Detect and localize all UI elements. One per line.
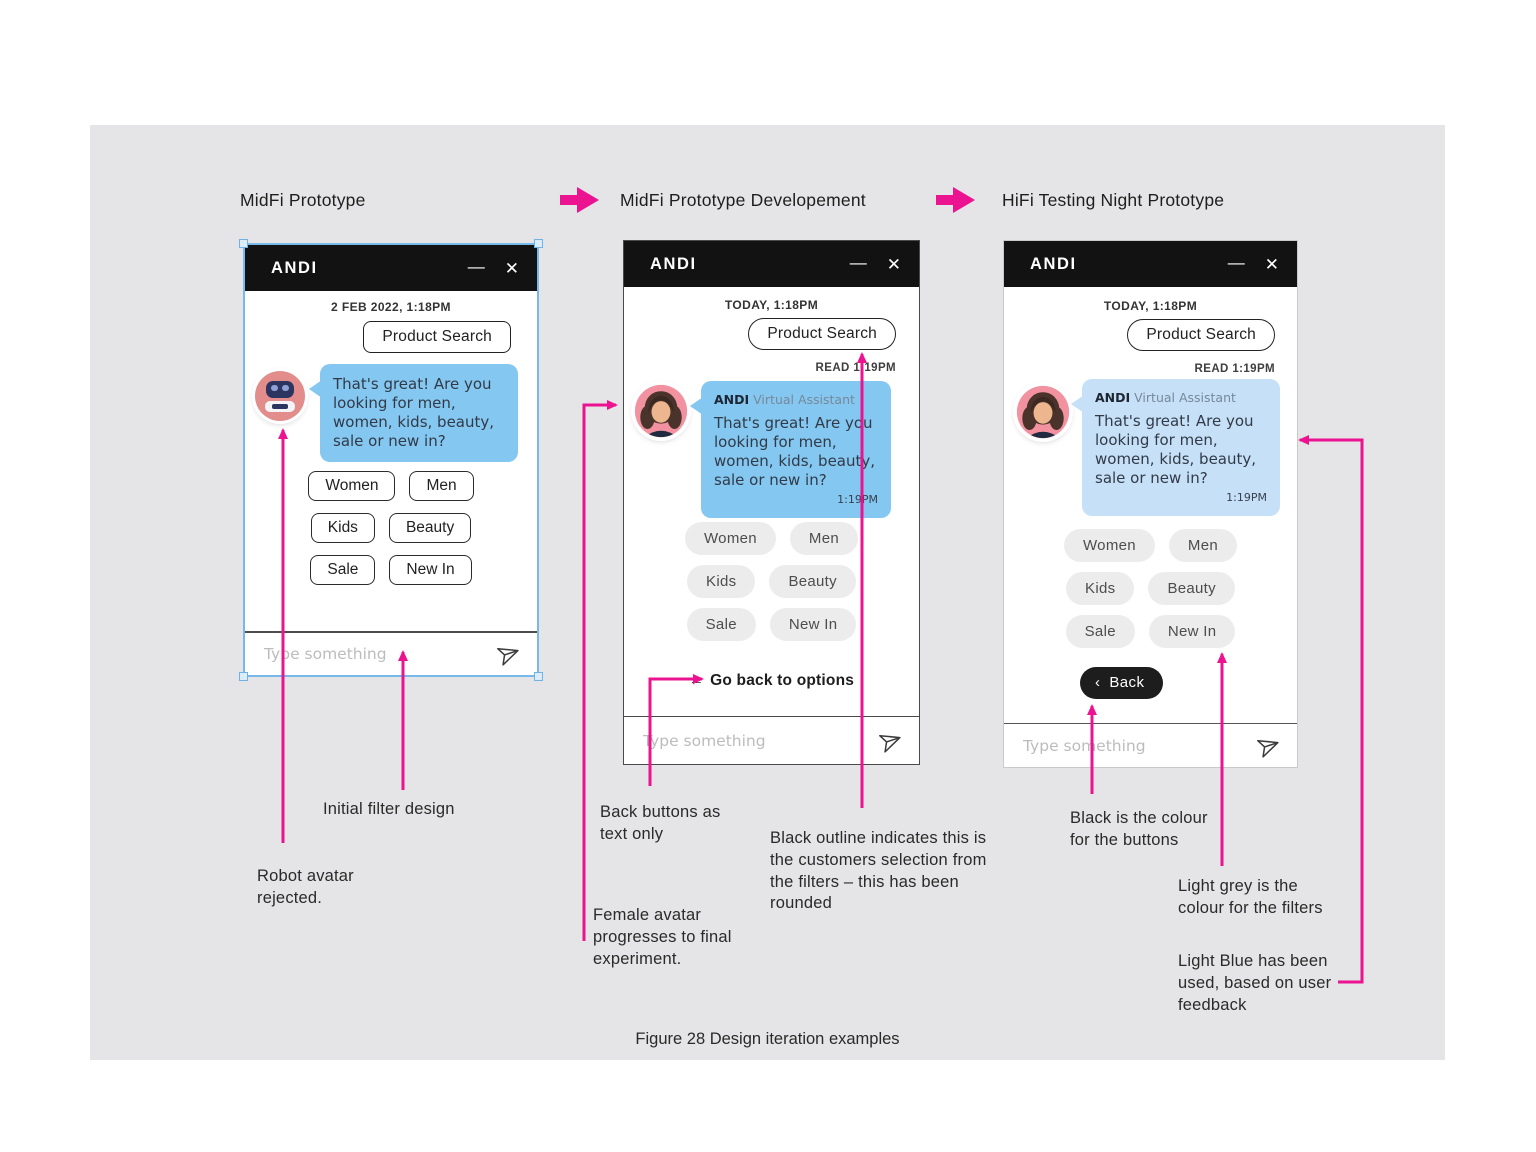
selection-handle[interactable] [534, 239, 543, 248]
robot-avatar [255, 371, 305, 421]
filter-beauty[interactable]: Beauty [1148, 572, 1235, 605]
filter-sale[interactable]: Sale [1066, 615, 1135, 648]
message-input-bar [1004, 723, 1297, 767]
chat-window-hifi [1003, 240, 1298, 768]
bot-message-bubble [320, 364, 518, 462]
message-input[interactable] [643, 732, 879, 750]
bot-message-bubble [1082, 379, 1280, 516]
window-title: ANDI [650, 254, 697, 273]
figure-caption: Figure 28 Design iteration examples [635, 1030, 900, 1048]
bot-message-text: That's great! Are you looking for men, women, kids, beauty, sale or new in? [1095, 411, 1257, 488]
chevron-left-icon: ‹ [1095, 674, 1101, 691]
product-search-selection[interactable]: Product Search [748, 318, 896, 350]
filter-women[interactable]: Women [685, 522, 776, 555]
send-icon[interactable] [879, 729, 903, 753]
bot-message-text: That's great! Are you looking for men, women, kids, beauty, sale or new in? [333, 375, 495, 451]
stage-arrow-icon [560, 186, 600, 214]
conversation-timestamp: TODAY, 1:18PM [1103, 299, 1198, 313]
window-titlebar [624, 241, 919, 287]
filter-newin[interactable]: New In [389, 555, 471, 585]
conversation-timestamp: 2 FEB 2022, 1:18PM [331, 300, 451, 314]
read-receipt: READ 1:19PM [815, 362, 896, 374]
filter-options [1004, 529, 1297, 648]
filter-newin[interactable]: New In [1149, 615, 1236, 648]
annotation-light-blue: Light Blue has been used, based on user feedback [1178, 952, 1332, 1014]
filter-sale[interactable]: Sale [687, 608, 756, 641]
filter-men[interactable]: Men [409, 471, 473, 501]
window-title: ANDI [1030, 254, 1077, 273]
product-search-selection[interactable]: Product Search [363, 321, 511, 353]
sender-role: Virtual Assistant [753, 392, 855, 407]
send-icon[interactable] [1257, 734, 1281, 758]
female-avatar [1016, 385, 1070, 439]
filter-kids[interactable]: Kids [1066, 572, 1134, 605]
close-icon[interactable]: ✕ [1264, 254, 1279, 274]
close-icon[interactable]: ✕ [504, 258, 519, 278]
send-icon[interactable] [497, 642, 521, 666]
sender-line [714, 392, 878, 408]
stage-arrow-icon [936, 186, 976, 214]
read-receipt: READ 1:19PM [1194, 363, 1275, 375]
filter-sale[interactable]: Sale [310, 555, 375, 585]
window-titlebar [1004, 241, 1297, 287]
stage-label-midfi-development: MidFi Prototype Developement [620, 190, 866, 210]
message-input-bar [624, 716, 919, 764]
annotation-black-outline: Black outline indicates this is the customers selection from the filters – this has been rounded [770, 829, 987, 913]
back-button[interactable] [1080, 667, 1163, 699]
sender-line [1095, 390, 1267, 406]
message-time: 1:19PM [1226, 491, 1267, 505]
female-avatar [634, 384, 688, 438]
selection-handle[interactable] [239, 239, 248, 248]
window-title: ANDI [271, 258, 318, 277]
filter-women[interactable]: Women [308, 471, 395, 501]
chat-window-midfi [243, 243, 539, 677]
annotation-light-grey: Light grey is the colour for the filters [1178, 877, 1323, 917]
minimize-icon[interactable]: — [849, 252, 867, 272]
back-arrow-icon: ← [688, 672, 705, 689]
filter-options [245, 471, 537, 585]
filter-kids[interactable]: Kids [311, 513, 375, 543]
filter-beauty[interactable]: Beauty [389, 513, 471, 543]
product-search-selection[interactable]: Product Search [1127, 319, 1275, 351]
annotation-robot-avatar: Robot avatar rejected. [257, 867, 354, 907]
annotation-black-buttons: Black is the colour for the buttons [1070, 809, 1208, 849]
minimize-icon[interactable]: — [1227, 252, 1245, 272]
annotation-female-avatar: Female avatar progresses to final experiment. [593, 906, 732, 968]
minimize-icon[interactable]: — [467, 256, 485, 276]
filter-kids[interactable]: Kids [687, 565, 755, 598]
stage-label-hifi: HiFi Testing Night Prototype [1002, 190, 1225, 210]
bot-message-bubble [701, 381, 891, 518]
filter-options [624, 522, 919, 641]
bot-message-text: That's great! Are you looking for men, women, kids, beauty, sale or new in? [714, 413, 876, 490]
selection-handle[interactable] [239, 672, 248, 681]
message-input[interactable] [264, 645, 497, 663]
selection-handle[interactable] [534, 672, 543, 681]
filter-men[interactable]: Men [790, 522, 858, 555]
go-back-label: Go back to options [710, 672, 855, 689]
close-icon[interactable]: ✕ [886, 254, 901, 274]
back-button-label: Back [1109, 674, 1145, 691]
annotation-back-text-only: Back buttons as text only [600, 803, 721, 843]
filter-men[interactable]: Men [1169, 529, 1237, 562]
go-back-link[interactable] [624, 672, 919, 690]
window-titlebar [245, 245, 537, 291]
filter-beauty[interactable]: Beauty [769, 565, 856, 598]
message-input[interactable] [1023, 737, 1257, 755]
annotation-initial-filter: Initial filter design [323, 800, 455, 818]
stage-label-midfi: MidFi Prototype [240, 190, 366, 210]
message-time: 1:19PM [837, 493, 878, 507]
sender-role: Virtual Assistant [1134, 390, 1236, 405]
sender-name: ANDI [1095, 390, 1131, 405]
chat-window-midfi-development [623, 240, 920, 765]
filter-women[interactable]: Women [1064, 529, 1155, 562]
conversation-timestamp: TODAY, 1:18PM [724, 298, 819, 312]
message-input-bar [245, 631, 537, 675]
filter-newin[interactable]: New In [770, 608, 857, 641]
sender-name: ANDI [714, 392, 750, 407]
